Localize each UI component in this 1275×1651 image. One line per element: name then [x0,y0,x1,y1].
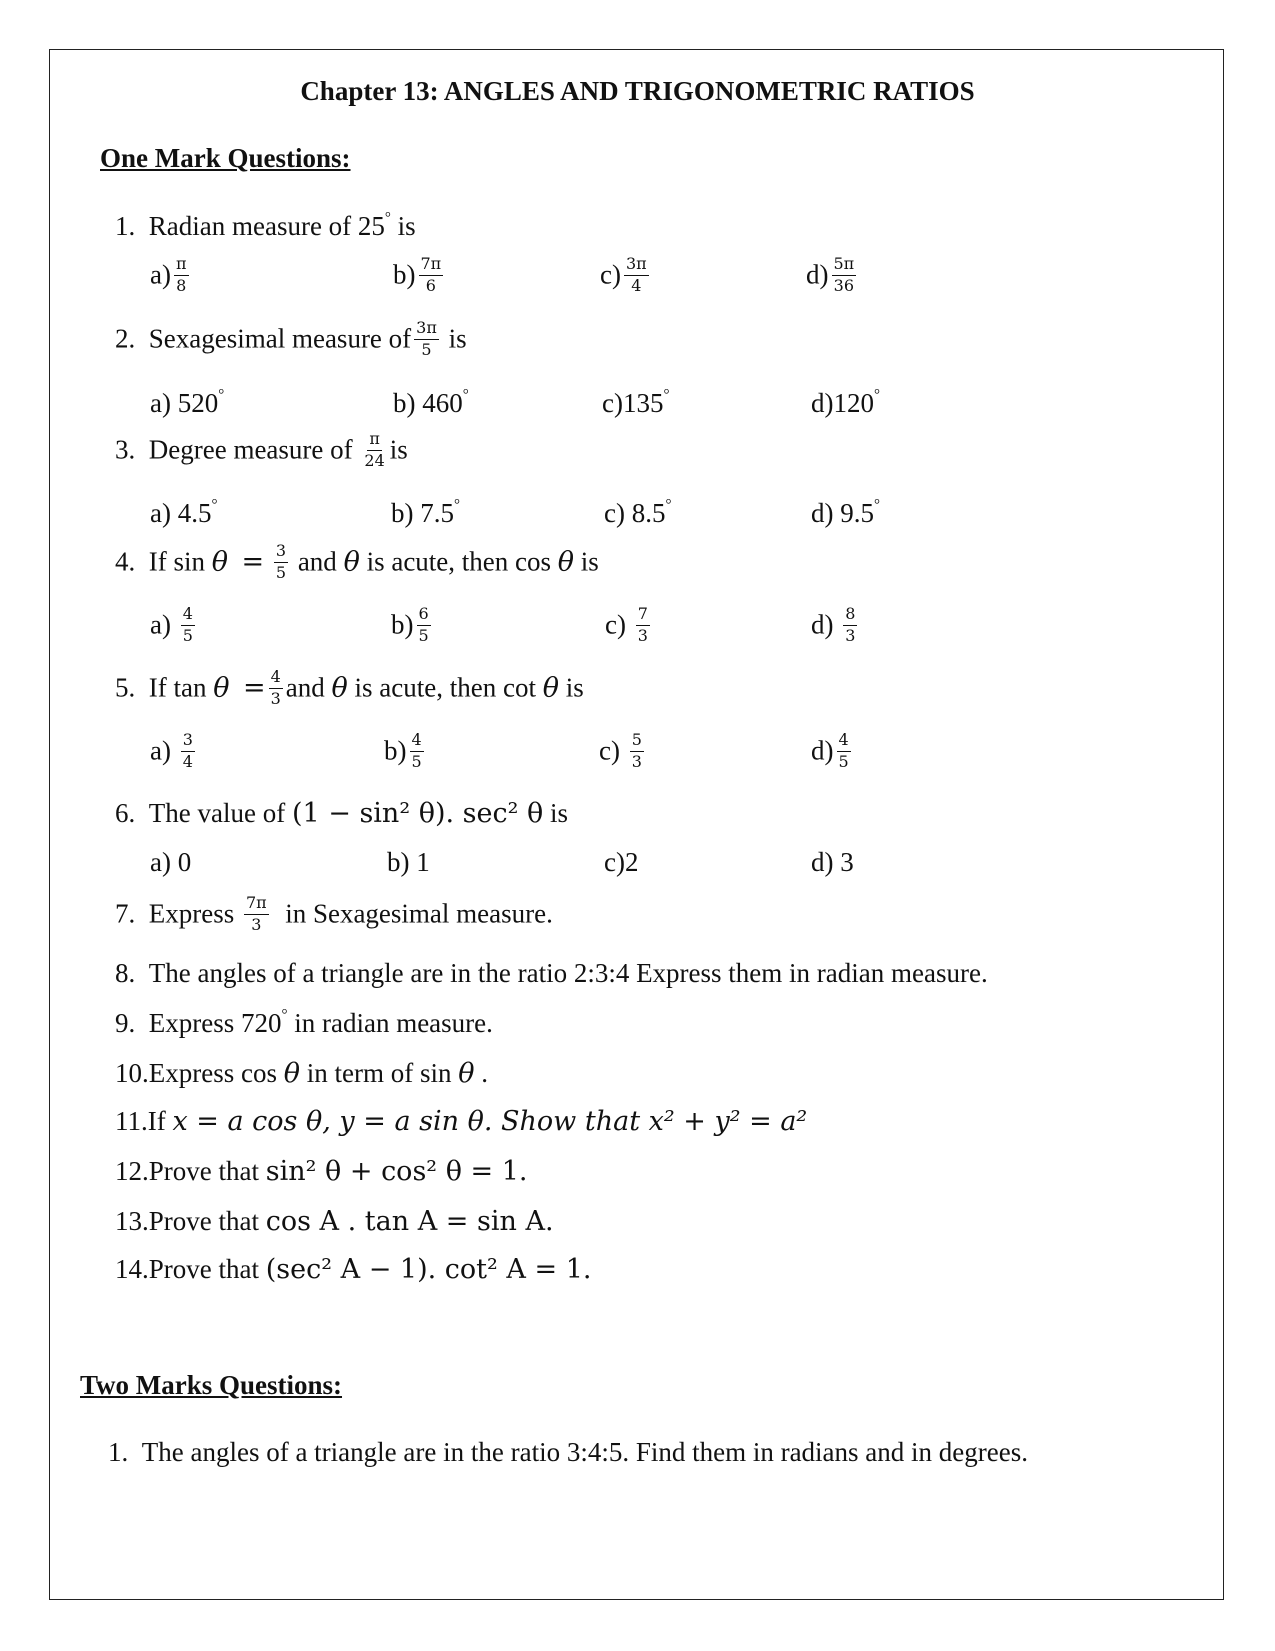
q3-option-d: d) 9.5° [811,497,880,528]
chapter-title: Chapter 13: ANGLES AND TRIGONOMETRIC RATIOS [300,76,975,106]
q2-option-b: b) 460° [393,387,469,418]
q5-option-d: d) $\frac{4}{5}$ [811,730,849,771]
question-5: 5. If tan θ = $\frac{4}{3}$ and θ is acute, then cot θ is [115,667,584,708]
one-mark-heading: One Mark Questions: [100,143,351,173]
q3-option-a: a) 4.5° [150,497,218,528]
q6-option-b: b) 1 [387,847,430,877]
question-13: 13.Prove that cos A . tan A = sin A. [115,1206,554,1237]
two-marks-question-1: 1. The angles of a triangle are in the ratio 3:4:5. Find them in radians and in degrees. [108,1437,1028,1467]
q6-option-c: c)2 [604,847,639,877]
q1-option-c: c) $\frac{3\pi}{4}$ [600,254,647,295]
question-6: 6. The value of (1 − sin² θ). sec² θ is [115,798,569,829]
q6-option-d: d) 3 [811,847,854,877]
q3-option-c: c) 8.5° [604,497,672,528]
question-14: 14.Prove that (sec² A − 1). cot² A = 1. [115,1254,592,1285]
q1-option-b: b) $\frac{7\pi}{6}$ [393,254,442,295]
q2-option-c: c)135° [602,387,670,418]
q1-option-d: d) $\frac{5\pi}{36}$ [806,254,855,295]
question-7: 7. Express $\frac{7\pi}{3}$ in Sexagesimal measure. [115,893,553,934]
q4-option-d: d) $\frac{8}{3}$ [811,604,856,645]
question-10: 10.Express cos θ in term of sin θ . [115,1058,488,1089]
question-3: 3. Degree measure of $\frac{\pi}{24}$ is [115,429,408,470]
q3-option-b: b) 7.5° [391,497,460,528]
q5-option-b: b) $\frac{4}{5}$ [384,730,422,771]
two-marks-heading: Two Marks Questions: [80,1370,343,1400]
q5-option-c: c) $\frac{5}{3}$ [599,730,642,771]
question-4: 4. If sin θ = $\frac{3}{5}$ and θ is acute, then cos θ is [115,541,599,582]
question-2: 2. Sexagesimal measure of $\frac{3\pi}{5}$ is [115,318,467,359]
question-9: 9. Express 720° in radian measure. [115,1007,493,1038]
question-8: 8. The angles of a triangle are in the ratio 2:3:4 Express them in radian measure. [115,958,988,988]
question-1: 1. Radian measure of 25° is [115,210,416,241]
q2-option-d: d)120° [811,387,880,418]
question-11: 11.If x = a cos θ, y = a sin θ. Show that x² + y² = a² [115,1106,808,1137]
q4-option-c: c) $\frac{7}{3}$ [605,604,648,645]
q2-option-a: a) 520° [150,387,225,418]
q4-option-b: b) $\frac{6}{5}$ [391,604,429,645]
q1-option-a: a) $\frac{\pi}{8}$ [150,254,187,295]
q4-option-a: a) $\frac{4}{5}$ [150,604,193,645]
question-12: 12.Prove that sin² θ + cos² θ = 1. [115,1156,528,1187]
q6-option-a: a) 0 [150,847,192,877]
q5-option-a: a) $\frac{3}{4}$ [150,730,193,771]
